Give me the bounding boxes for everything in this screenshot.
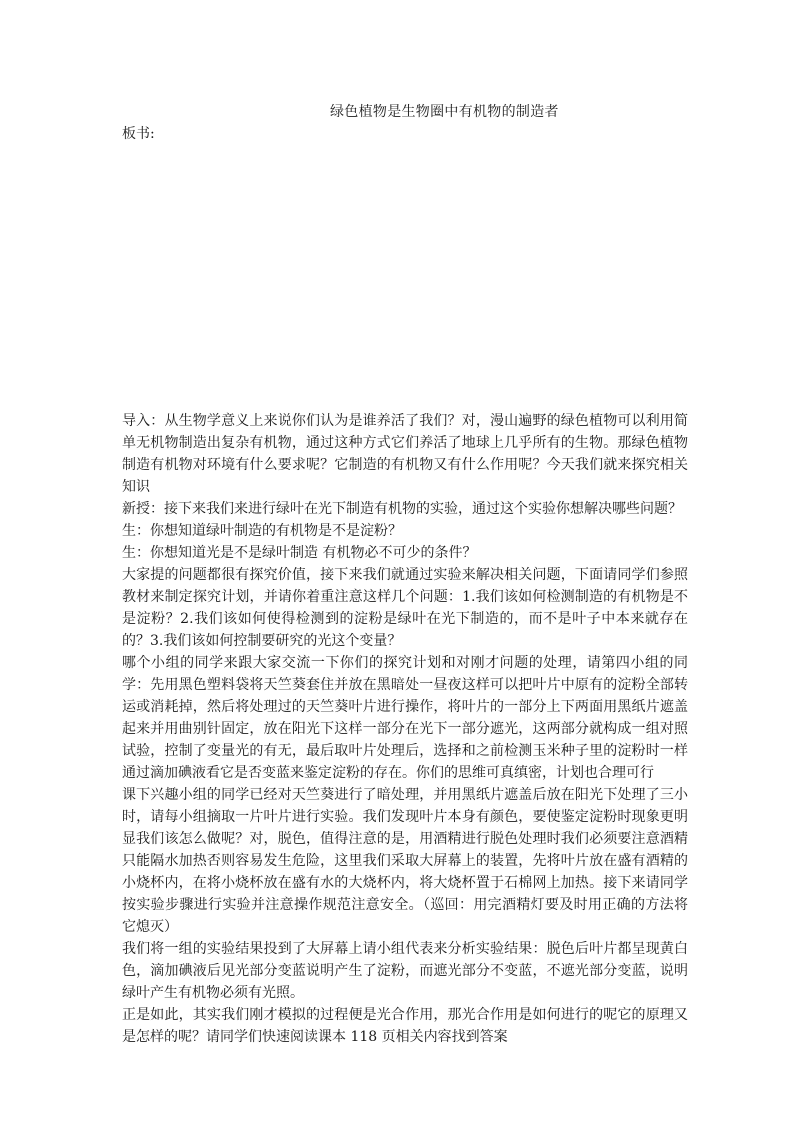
paragraph-group-plan: 哪个小组的同学来跟大家交流一下你们的探究计划和对刚才问题的处理，请第四小组的同学：先用黑色塑料袋将天竺葵套住并放在黑暗处一昼夜这样可以把叶片中原有的淀粉全部转运或消耗掉，然后将处理过的天竺葵叶片进行操作，将叶片的一部分上下两面用黑纸片遮盖起来并用曲别针固定，放在阳光下这样一部分在光下一部分遮光，这两部分就构成一组对照试验，控制了变量光的有无，最后取叶片处理后，选择和之前检测玉米种子里的淀粉时一样通过滴加碘液看它是否变蓝来鉴定淀粉的存在。你们的思维可真缜密，计划也合理可行 — [122, 655, 688, 781]
paragraph-new-lesson: 新授：接下来我们来进行绿叶在光下制造有机物的实验，通过这个实验你想解决哪些问题？ — [122, 501, 682, 517]
document-body — [122, 410, 688, 1048]
paragraph-questions: 大家提的问题都很有探究价值，接下来我们就通过实验来解决相关问题，下面请同学们参照教材来制定探究计划，并请你着重注意这样几个问题：1.我们该如何检测制造的有机物是不是淀粉？2.我们该如何使得检测到的淀粉是绿叶在光下制造的，而不是叶子中本来就存在的？3.我们该如何控制要研究的光这个变量？ — [122, 567, 688, 649]
paragraph-student-1: 生：你想知道绿叶制造的有机物是不是淀粉？ — [122, 523, 402, 539]
paragraph-intro: 导入：从生物学意义上来说你们认为是谁养活了我们？对，漫山遍野的绿色植物可以利用简单无机物制造出复杂有机物，通过这种方式它们养活了地球上几乎所有的生物。那绿色植物制造有机物对环境有什么要求呢？它制造的有机物又有什么作用呢？今天我们就来探究相关知识 — [122, 413, 688, 495]
paragraph-experiment: 课下兴趣小组的同学已经对天竺葵进行了暗处理，并用黑纸片遮盖后放在阳光下处理了三小时，请每小组摘取一片叶片进行实验。我们发现叶片本身有颜色，要使鉴定淀粉时现象更明显我们该怎么做呢？对，脱色，值得注意的是，用酒精进行脱色处理时我们必须要注意酒精只能隔水加热否则容易发生危险，这里我们采取大屏幕上的装置，先将叶片放在盛有酒精的小烧杯内，在将小烧杯放在盛有水的大烧杯内，将大烧杯置于石棉网上加热。接下来请同学按实验步骤进行实验并注意操作规范注意安全。（巡回：用完酒精灯要及时用正确的方法将它熄灭） — [122, 787, 688, 935]
document-title: 绿色植物是生物圈中有机物的制造者 — [330, 104, 559, 120]
board-label: 板书: — [122, 126, 155, 142]
paragraph-student-2: 生：你想知道光是不是绿叶制造 有机物必不可少的条件？ — [122, 545, 477, 561]
paragraph-conclusion: 正是如此，其实我们刚才模拟的过程便是光合作用，那光合作用是如何进行的呢它的原理又是怎样的呢？请同学们快速阅读课本 118 页相关内容找到答案 — [122, 1007, 688, 1045]
paragraph-results: 我们将一组的实验结果投到了大屏幕上请小组代表来分析实验结果：脱色后叶片都呈现黄白色，滴加碘液后见光部分变蓝说明产生了淀粉，而遮光部分不变蓝，不遮光部分变蓝，说明绿叶产生有机物必须有光照。 — [122, 941, 688, 1001]
